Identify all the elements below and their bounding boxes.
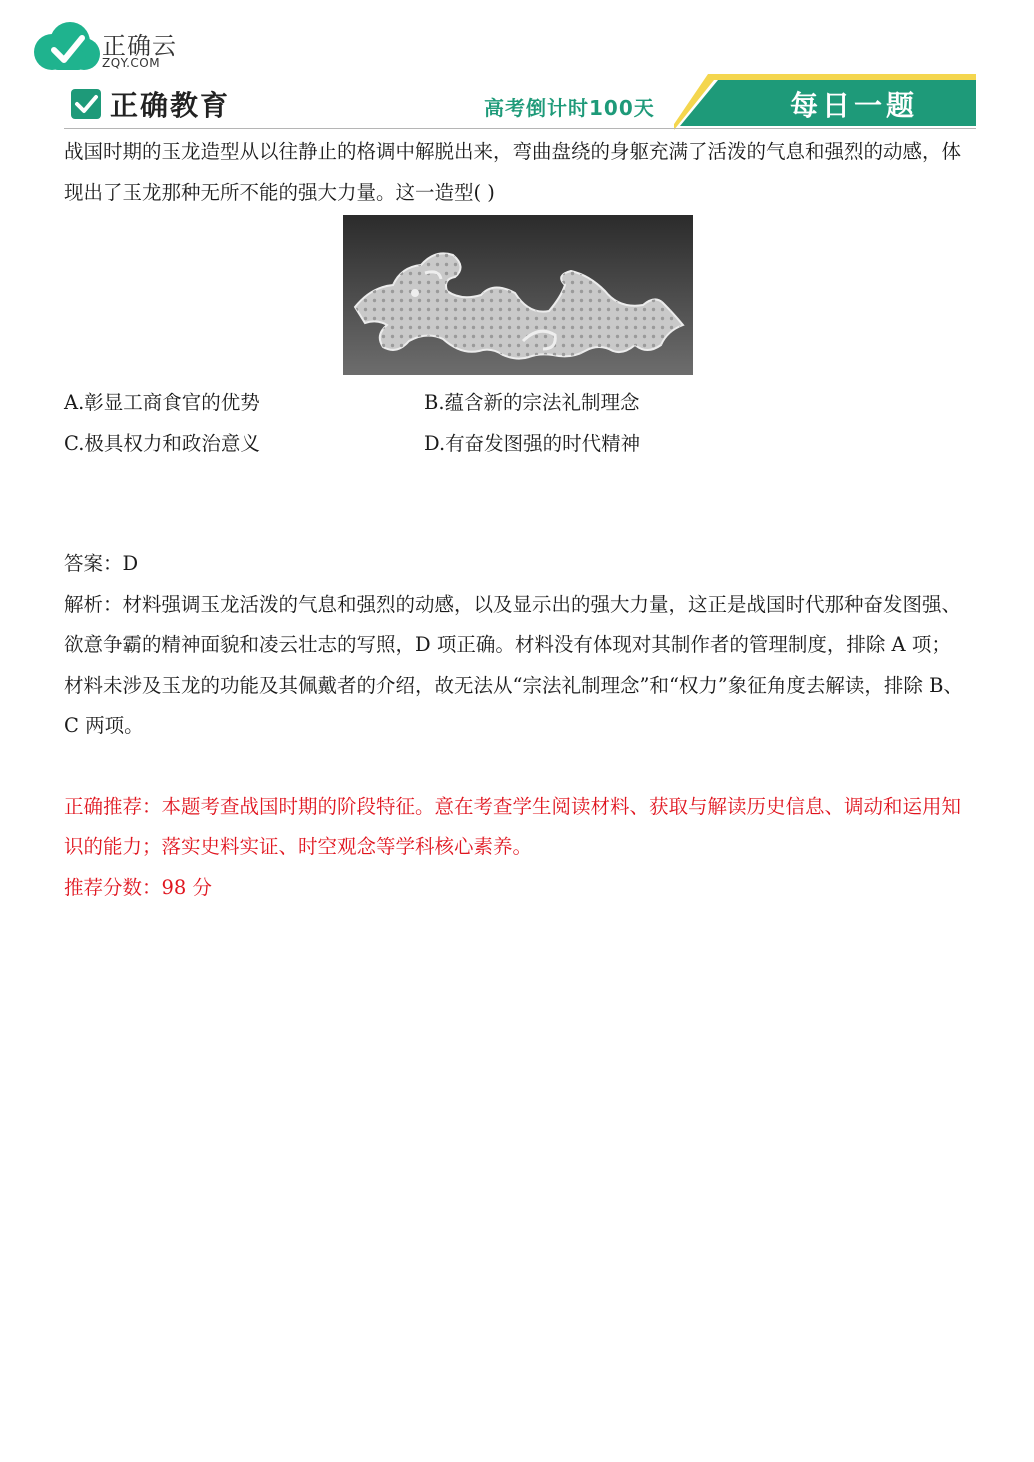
zqy-logo [30, 20, 200, 74]
jade-dragon-image [343, 215, 693, 375]
recommendation-text: 正确推荐：本题考查战国时期的阶段特征。意在考查学生阅读材料、获取与解读历史信息、调动和运用知识的能力；落实史料实证、时空观念等学科核心素养。 [64, 794, 962, 858]
header-divider [64, 128, 976, 129]
brand-title: 正确教育 [110, 89, 231, 122]
cloud-check-icon [30, 20, 102, 72]
answer-line: 答案：D [64, 552, 139, 575]
logo-name-en: ZQY.COM [102, 56, 161, 70]
recommendation-score: 推荐分数：98 分 [64, 875, 213, 899]
checkbox-check-icon [70, 88, 102, 120]
logo-name-cn: 正确云 [102, 32, 177, 60]
analysis-text: 解析：材料强调玉龙活泼的气息和强烈的动感，以及显示出的强大力量，这正是战国时代那种奋发图强、欲意争霸的精神面貌和凌云壮志的写照，D 项正确。材料没有体现对其制作者的管理制度，排除 A 项；材料未涉及玉龙的功能及其佩戴者的介绍，故无法从“宗法礼制理念”和“权力”象征角度去解读，排除 B、C 两项。 [64, 592, 963, 737]
option-a[interactable]: A.彰显工商食官的优势 [64, 391, 260, 414]
question-content [64, 132, 964, 908]
daily-question-label: 每日一题 [789, 89, 918, 122]
option-d[interactable]: D.有奋发图强的时代精神 [424, 431, 641, 455]
countdown-label: 高考倒计时100天 [484, 96, 655, 120]
header-banner [64, 74, 976, 130]
option-c[interactable]: C.极具权力和政治意义 [64, 431, 260, 455]
answer-options [64, 383, 964, 464]
option-b[interactable]: B.蕴含新的宗法礼制理念 [424, 391, 640, 414]
question-stem: 战国时期的玉龙造型从以往静止的格调中解脱出来，弯曲盘绕的身躯充满了活泼的气息和强烈的动感，体现出了玉龙那种无所不能的强大力量。这一造型( ) [64, 140, 962, 204]
